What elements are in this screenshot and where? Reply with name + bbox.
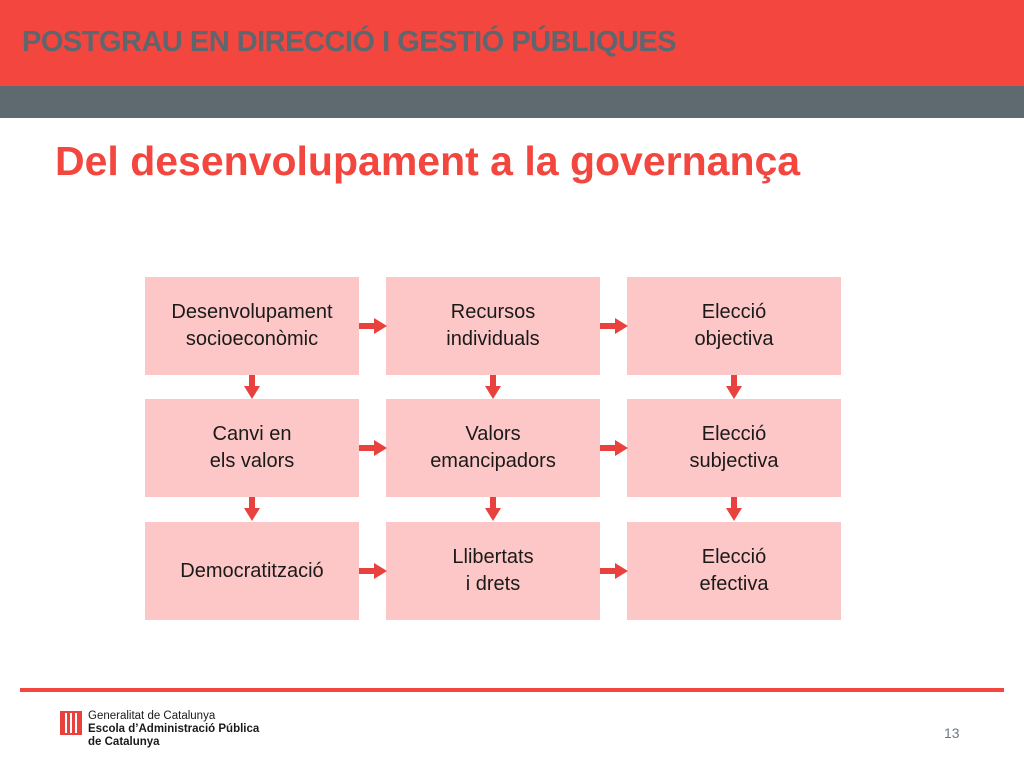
arrow-right-r1-c1: [359, 318, 387, 334]
logo-text: [88, 710, 259, 749]
logo-line-catalunya: de Catalunya: [88, 736, 160, 748]
arrow-down-c2-r2: [485, 497, 501, 521]
box-desenvolupament-socioeconomic: Desenvolupament socioeconòmic: [145, 277, 359, 375]
box-llibertats-i-drets: Llibertats i drets: [386, 522, 600, 620]
arrow-down-c3-r1: [726, 375, 742, 399]
generalitat-logo: [60, 710, 259, 750]
box-democratitzacio: Democratització: [145, 522, 359, 620]
box-eleccio-subjectiva: Elecció subjectiva: [627, 399, 841, 497]
logo-line-escola: Escola d’Administració Pública: [88, 723, 260, 735]
generalitat-emblem-icon: [60, 711, 82, 735]
box-recursos-individuals: Recursos individuals: [386, 277, 600, 375]
arrow-right-r2-c1: [359, 440, 387, 456]
logo-line-generalitat: Generalitat de Catalunya: [88, 710, 216, 722]
arrow-right-r3-c1: [359, 563, 387, 579]
footer-divider: [20, 688, 1004, 692]
arrow-down-c1-r2: [244, 497, 260, 521]
box-canvi-en-els-valors: Canvi en els valors: [145, 399, 359, 497]
slide-title: Del desenvolupament a la governança: [55, 138, 801, 184]
arrow-down-c3-r2: [726, 497, 742, 521]
page-number: 13: [944, 725, 960, 741]
box-eleccio-efectiva: Elecció efectiva: [627, 522, 841, 620]
arrow-right-r3-c2: [600, 563, 628, 579]
banner-title: POSTGRAU EN DIRECCIÓ I GESTIÓ PÚBLIQUES: [22, 26, 677, 58]
arrow-down-c1-r1: [244, 375, 260, 399]
arrow-down-c2-r1: [485, 375, 501, 399]
arrow-right-r1-c2: [600, 318, 628, 334]
box-eleccio-objectiva: Elecció objectiva: [627, 277, 841, 375]
box-valors-emancipadors: Valors emancipadors: [386, 399, 600, 497]
arrow-right-r2-c2: [600, 440, 628, 456]
